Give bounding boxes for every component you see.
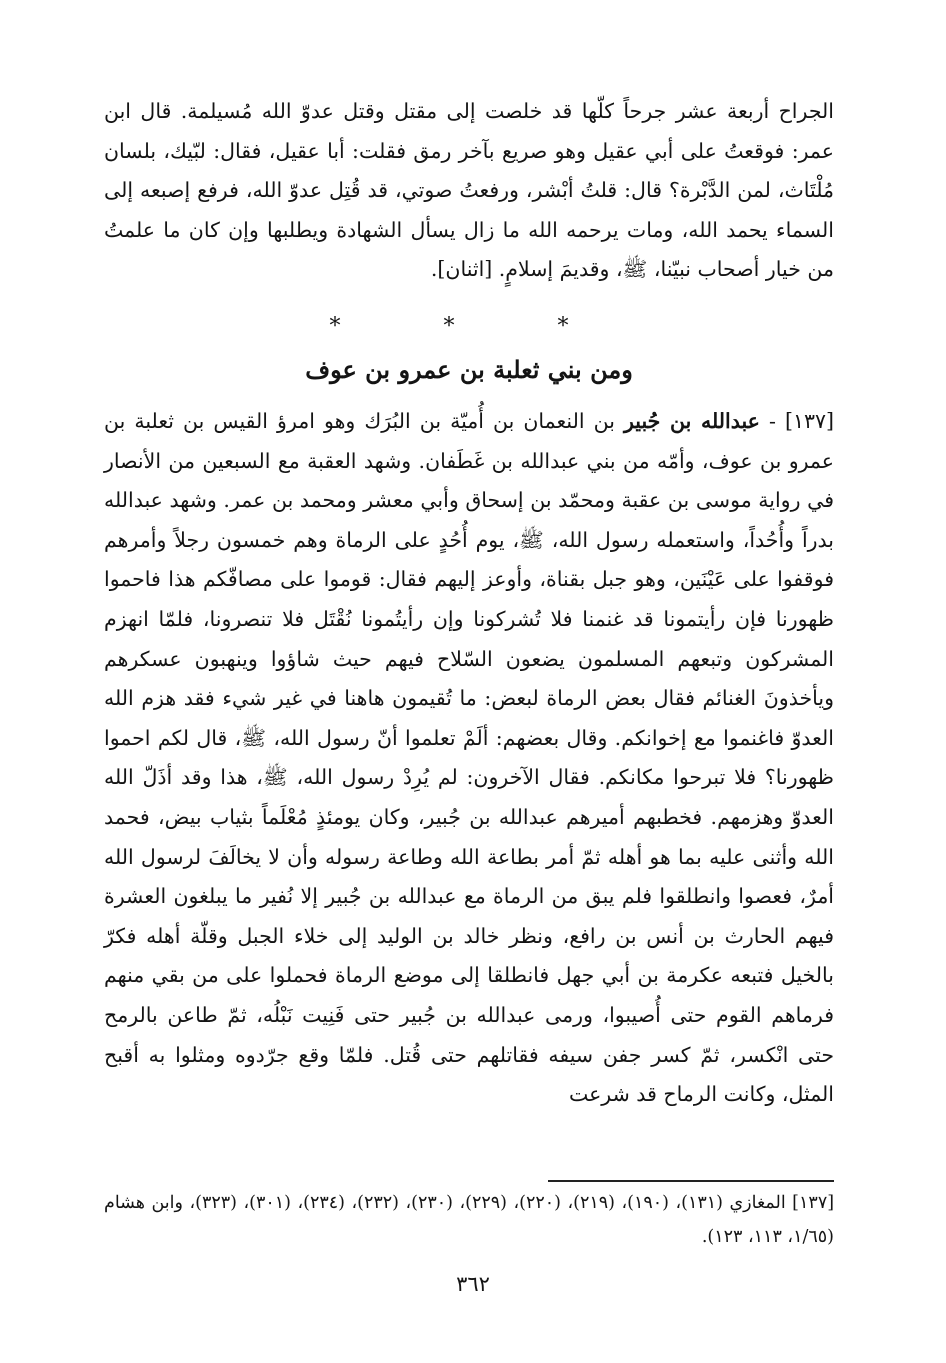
entry-number: [١٣٧] [784,409,834,433]
page-number: ٣٦٢ [456,1272,490,1296]
section-heading: ومن بني ثعلبة بن عمرو بن عوف [305,355,633,384]
continuation-paragraph: الجراح أربعة عشر جرحاً كلّها قد خلصت إلى مقتل وقتل عدوّ الله مُسيلمة. قال ابن عمر: فوقعتُ على أبي عقيل وهو صريع بآخر رمق فقلت: أبا عقيل، فقال: لبّيك، بلسان مُلْتَاث، لمن الدَّبْرة؟ قال: قلتُ أبْشر، ورفعتُ صوتي، قد قُتِل عدوّ الله، فرفع إصبعه إلى السماء يحمد الله، ومات يرحمه الله ما زال يسأل الشهادة ويطلبها وإن كان ما علمتُ من خيار أصحاب نبيّنا، ﷺ، وقديمَ إسلامٍ. [اثنان]. [104,99,834,282]
entry-name: عبدالله بن جُبير [623,409,760,433]
biography-text: بن النعمان بن أُميّة بن البُرَك وهو امرؤ القيس بن ثعلبة بن عمرو بن عوف، وأمّه من بني عبدالله بن غَطَفان. وشهد العقبة مع السبعين من الأنصار في رواية موسى بن عقبة ومحمّد بن إسحاق وأبي معشر ومحمد بن عمر. وشهد عبدالله بدراً وأُحُداً، واستعمله رسول الله، ﷺ، يوم أُحُدٍ على الرماة وهم خمسون رجلاً وأمرهم فوقفوا على عَيْنَين، وهو جبل بقناة، وأوعز إليهم فقال: قوموا على مصافّكم هذا فاحموا ظهورنا فإن رأيتمونا قد غنمنا فلا تُشركونا وإن رأيتُمونا نُقْتَل فلا تنصرونا، فلمّا انهزم المشركون وتبعهم المسلمون يضعون السّلاح فيهم حيث شاؤوا وينهبون عسكرهم ويأخذونَ الغنائم فقال بعض الرماة لبعض: ما تُقيمون هاهنا في غير شيء فقد هزم الله العدوّ فاغنموا مع إخوانكم. وقال بعضهم: ألَمْ تعلموا أنّ رسول الله، ﷺ، قال لكم احموا ظهورنا؟ فلا تبرحوا مكانكم. فقال الآخرون: لم يُرِدْ رسول الله، ﷺ، هذا وقد أذَلّ الله العدوّ وهزمهم. فخطبهم أميرهم عبدالله بن جُبير، وكان يومئذٍ مُعْلَماً بثياب بيض، فحمد الله وأثنى عليه بما هو أهله ثمّ أمر بطاعة الله وطاعة رسوله وأن لا يخالَفَ لرسول الله أمرٌ، فعصوا وانطلقوا فلم يبق من الرماة مع عبدالله بن جُبير إلا نُفير ما يبلغون العشرة فيهم الحارث بن أنس بن رافع، ونظر خالد بن الوليد إلى خلاء الجبل وقلّة أهله فكرّ بالخيل فتبعه عكرمة بن أبي جهل فانطلقا إلى موضع الرماة فحملوا على من بقي منهم فرماهم القوم حتى أُصيبوا، ورمى عبدالله بن جُبير حتى فَنِيت نَبْلُه، ثمّ طاعن بالرمح حتى انْكسر، ثمّ كسر جفن سيفه فقاتلهم حتى قُتل. فلمّا وقع جرّدوه ومثلوا به أقبح المثل، وكانت الرماح قد شرعت [104,409,834,1107]
biography-paragraph: [١٣٧] - عبدالله بن جُبير بن النعمان بن أُميّة بن البُرَك وهو امرؤ القيس بن ثعلبة بن عمرو بن عوف، وأمّه من بني عبدالله بن غَطَفان. وشهد العقبة مع السبعين من الأنصار في رواية موسى بن عقبة ومحمّد بن إسحاق وأبي معشر ومحمد بن عمر. وشهد عبدالله بدراً وأُحُداً، واستعمله رسول الله، ﷺ، يوم أُحُدٍ على الرماة وهم خمسون رجلاً وأمرهم فوقفوا على عَيْنَين، وهو جبل بقناة، وأوعز إليهم فقال: قوموا على مصافّكم هذا فاحموا ظهورنا فإن رأيتمونا قد غنمنا فلا تُشركونا وإن رأيتُمونا نُقْتَل فلا تنصرونا، فلمّا انهزم المشركون وتبعهم المسلمون يضعون السّلاح فيهم حيث شاؤوا وينهبون عسكرهم ويأخذونَ الغنائم فقال بعض الرماة لبعض: ما تُقيمون هاهنا في غير شيء فقد هزم الله العدوّ فاغنموا مع إخوانكم. وقال بعضهم: ألَمْ تعلموا أنّ رسول الله، ﷺ، قال لكم احموا ظهورنا؟ فلا تبرحوا مكانكم. فقال الآخرون: لم يُرِدْ رسول الله، ﷺ، هذا وقد أذَلّ الله العدوّ وهزمهم. فخطبهم أميرهم عبدالله بن جُبير، وكان يومئذٍ مُعْلَماً بثياب بيض، فحمد الله وأثنى عليه بما هو أهله ثمّ أمر بطاعة الله وطاعة رسوله وأن لا يخالَفَ لرسول الله أمرٌ، فعصوا وانطلقوا فلم يبق من الرماة مع عبدالله بن جُبير إلا نُفير ما يبلغون العشرة فيهم الحارث بن أنس بن رافع، ونظر خالد بن الوليد إلى خلاء الجبل وقلّة أهله فكرّ بالخيل فتبعه عكرمة بن أبي جهل فانطلقا إلى موضع الرماة فحملوا على من بقي منهم فرماهم القوم حتى أُصيبوا، ورمى عبدالله بن جُبير حتى فَنِيت نَبْلُه، ثمّ طاعن بالرمح حتى انْكسر، ثمّ كسر جفن سيفه فقاتلهم حتى قُتل. فلمّا وقع جرّدوه ومثلوا به أقبح المثل، وكانت الرماح قد شرعت [104,409,834,1107]
section-separator: * * * [329,314,617,339]
footnote-divider [548,1180,834,1182]
footnote: [١٣٧] المغازي (١٣١)، (١٩٠)، (٢١٩)، (٢٢٠)، (٢٢٩)، (٢٣٠)، (٢٣٢)، (٢٣٤)، (٣٠١)، (٣٢٣)، وابن هشام (١/٦٥، ١١٣، ١٢٣). [104,1193,835,1247]
